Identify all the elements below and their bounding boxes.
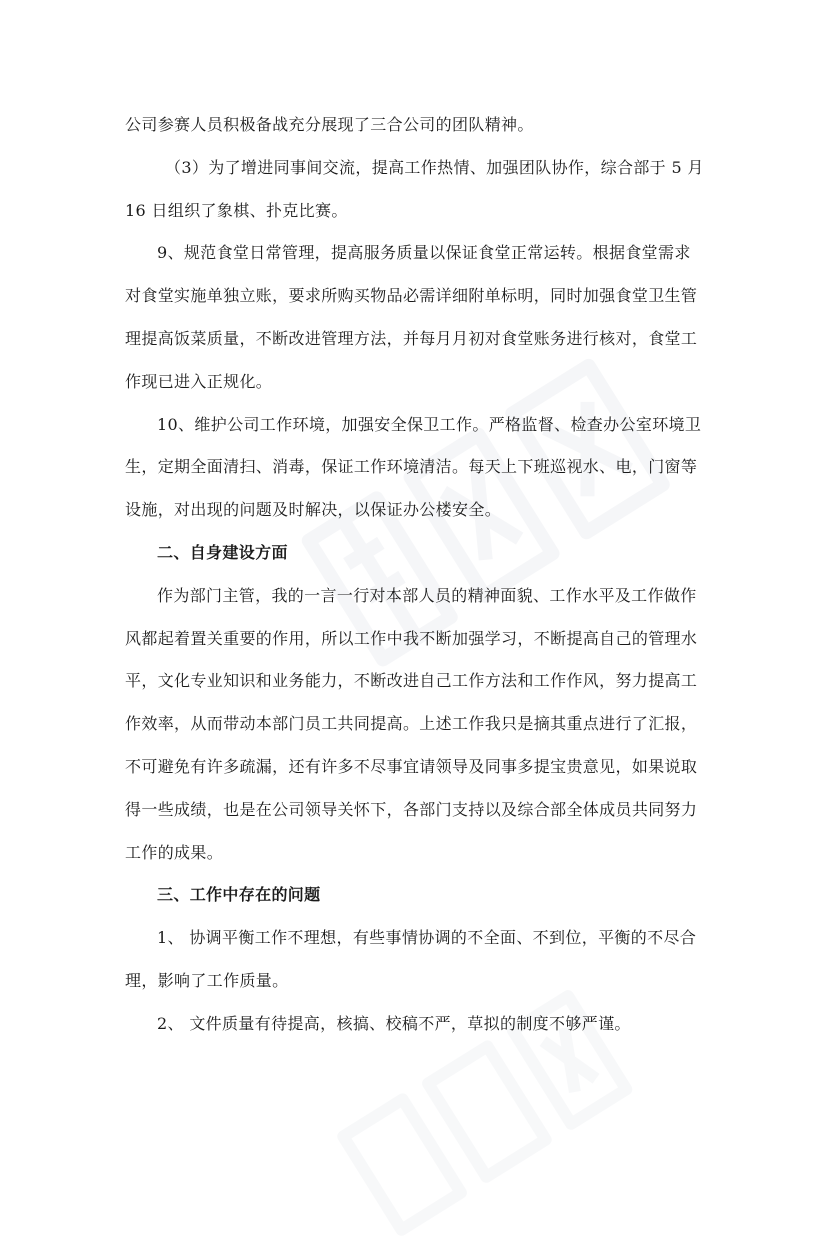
text-line: 1、 协调平衡工作不理想，有些事情协调的不全面、不到位，平衡的不尽合 (157, 928, 697, 948)
text-line: 理提高饭菜质量，不断改进管理方法，并每月月初对食堂账务进行核对，食堂工 (125, 328, 698, 348)
text-line: （3）为了增进同事间交流，提高工作热情、加强团队协作，综合部于 5 月 (165, 157, 704, 177)
text-line: 风都起着置关重要的作用，所以工作中我不断加强学习，不断提高自己的管理水 (125, 628, 698, 648)
text-line: 理，影响了工作质量。 (125, 970, 289, 990)
text-line: 得一些成绩，也是在公司领导关怀下，各部门支持以及综合部全体成员共同努力 (125, 799, 698, 819)
text-line: 10、维护公司工作环境，加强安全保卫工作。严格监督、检查办公室环境卫 (157, 414, 702, 434)
text-line: 对食堂实施单独立账，要求所购买物品必需详细附单标明，同时加强食堂卫生管 (125, 286, 698, 306)
text-line: 生，定期全面清扫、消毒，保证工作环境清洁。每天上下班巡视水、电，门窗等 (125, 457, 698, 477)
text-line: 工作的成果。 (125, 842, 224, 862)
section-heading: 三、工作中存在的问题 (157, 885, 321, 905)
text-line: 作现已进入正规化。 (125, 371, 273, 391)
text-line: 作效率，从而带动本部门员工共同提高。上述工作我只是摘其重点进行了汇报， (125, 714, 698, 734)
text-line: 不可避免有许多疏漏，还有许多不尽事宜请领导及同事多提宝贵意见，如果说取 (125, 756, 698, 776)
text-line: 16 日组织了象棋、扑克比赛。 (125, 200, 348, 220)
text-line: 设施，对出现的问题及时解决，以保证办公楼安全。 (125, 500, 502, 520)
text-line: 9、规范食堂日常管理，提高服务质量以保证食堂正常运转。根据食堂需求 (157, 243, 691, 263)
text-line: 平，文化专业知识和业务能力，不断改进自己工作方法和工作作风，努力提高工 (125, 671, 698, 691)
text-line: 作为部门主管，我的一言一行对本部人员的精神面貌、工作水平及工作做作 (157, 585, 697, 605)
section-heading: 二、自身建设方面 (157, 542, 288, 562)
text-line: 2、 文件质量有待提高，核搞、校稿不严，草拟的制度不够严谨。 (157, 1013, 631, 1033)
text-line: 公司参赛人员积极备战充分展现了三合公司的团队精神。 (125, 115, 534, 134)
document-body (125, 104, 715, 1046)
